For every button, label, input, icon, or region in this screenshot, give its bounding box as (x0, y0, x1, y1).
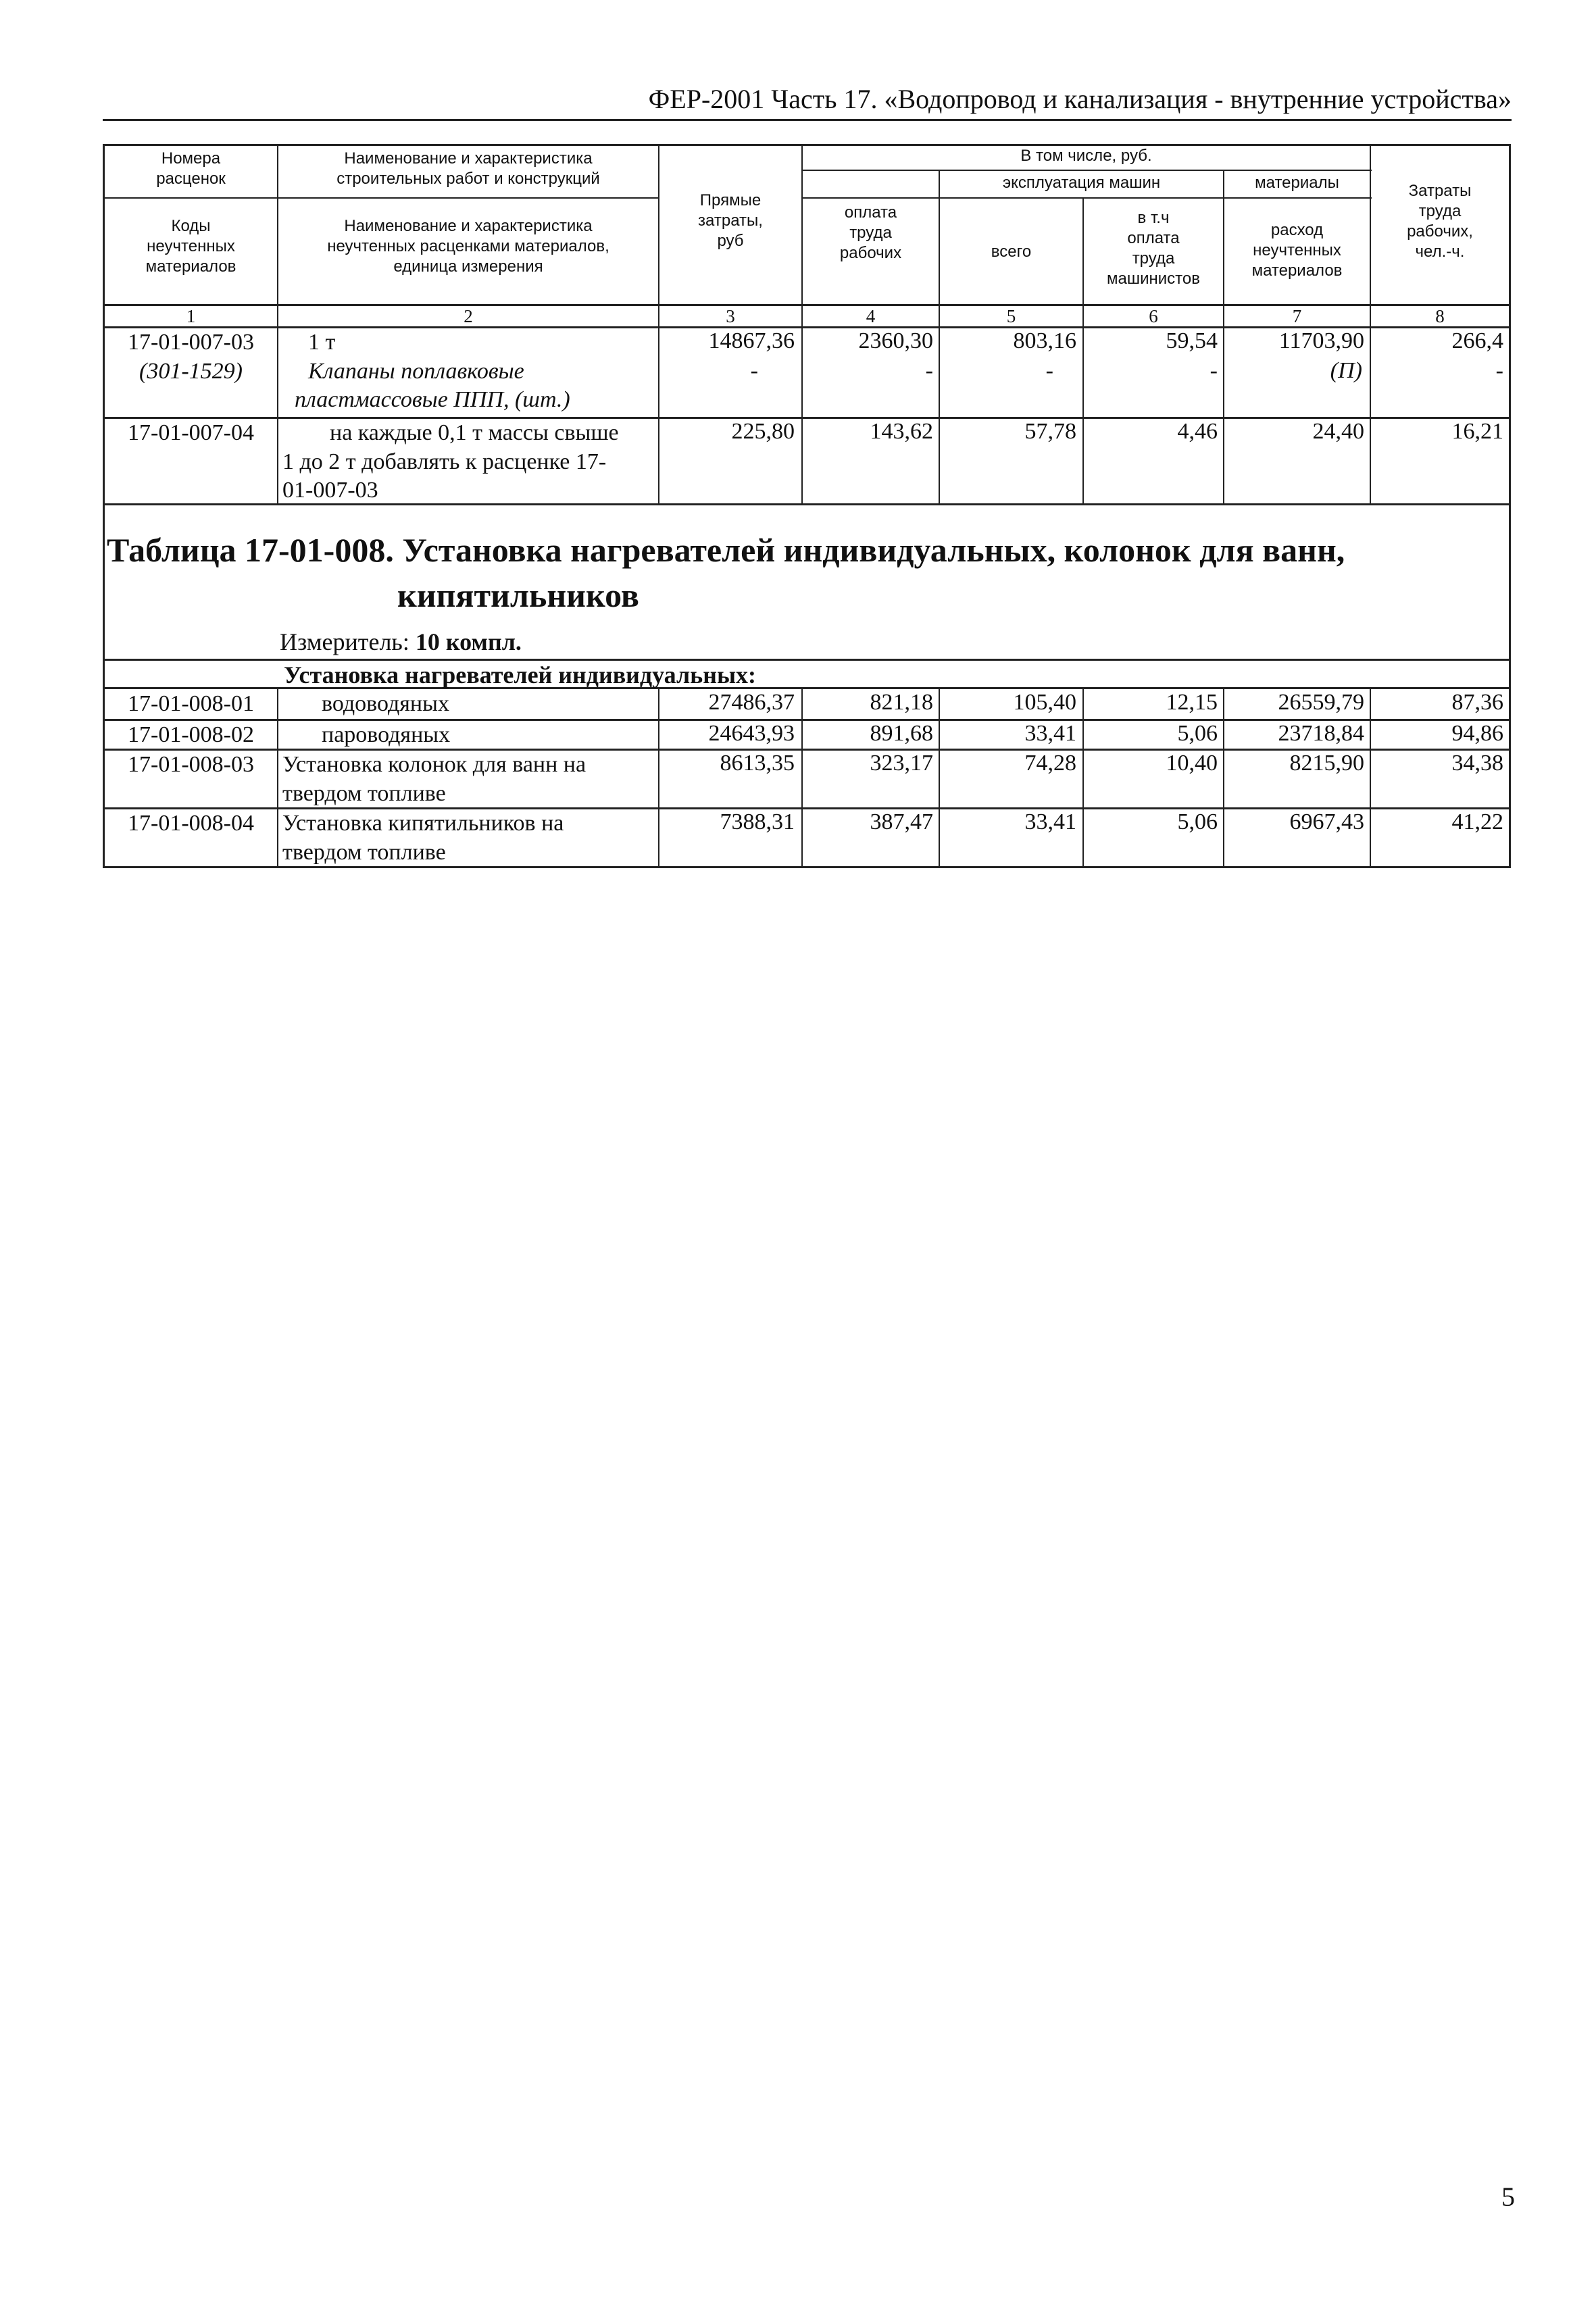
col-number: 6 (1149, 306, 1158, 326)
labor-costs-value: 34,38 (1451, 751, 1503, 776)
machines-value: 803,16 (1013, 328, 1076, 353)
table-row (105, 328, 277, 386)
col-machines: эксплуатация машин (1002, 174, 1161, 192)
materials-value: 6967,43 (1289, 809, 1364, 834)
materials-value: 8215,90 (1289, 751, 1364, 776)
col-name-top: Наименование и характеристика строительных работ и конструкций (336, 149, 600, 188)
col-codes-top: Номера расценок (156, 149, 226, 188)
col-labor-costs: Затраты труда рабочих, чел.-ч. (1407, 182, 1473, 261)
sub-labor-costs: - (1495, 358, 1503, 383)
machines-value: 33,41 (1024, 721, 1076, 746)
col-number: 2 (464, 306, 473, 326)
rate-code: 17-01-008-03 (128, 752, 254, 777)
labor-costs-value: 87,36 (1451, 690, 1503, 715)
machines-value: 57,78 (1024, 419, 1076, 444)
col-machinist: в т.ч оплата труда машинистов (1107, 209, 1200, 288)
work-name: на каждые 0,1 т массы свыше 1 до 2 т добавлять к расценке 17- 01-007-03 (282, 420, 619, 503)
labor-value: 821,18 (870, 690, 933, 715)
col-number: 4 (866, 306, 876, 326)
col-materials-unaccounted: расход неучтенных материалов (1251, 221, 1343, 280)
rate-code: 17-01-008-02 (128, 722, 254, 747)
rate-code: 17-01-008-01 (128, 691, 254, 716)
direct-value: 225,80 (731, 419, 795, 444)
col-including: В том числе, руб. (1020, 147, 1152, 165)
sub-labor: - (925, 358, 933, 383)
labor-costs-value: 266,4 (1451, 328, 1503, 353)
machines-value: 105,40 (1013, 690, 1076, 715)
direct-value: 14867,36 (708, 328, 795, 353)
table-title-continued: кипятильников (397, 576, 639, 614)
sub-materials: (П) (1330, 358, 1362, 383)
group-heading: Установка нагревателей индивидуальных: (284, 661, 757, 688)
machines-value: 33,41 (1024, 809, 1076, 834)
page-header (103, 81, 1512, 121)
materials-value: 24,40 (1312, 419, 1364, 444)
col-number: 3 (726, 306, 735, 326)
material-code: (301-1529) (139, 358, 243, 384)
work-name: Установка колонок для ванн на твердом топливе (282, 752, 587, 806)
direct-value: 7388,31 (720, 809, 795, 834)
col-number: 5 (1006, 306, 1016, 326)
materials-value: 26559,79 (1278, 690, 1364, 715)
unit-line (280, 627, 522, 657)
work-name: водоводяных (322, 691, 449, 716)
direct-value: 24643,93 (708, 721, 795, 746)
unit-label: Измеритель: (280, 628, 416, 655)
unit-value: 10 компл. (415, 628, 522, 655)
header-text: ФЕР-2001 Часть 17. «Водопровод и канализация - внутренние устройства» (648, 84, 1512, 114)
page-number: 5 (1501, 2182, 1515, 2212)
col-number: 7 (1292, 306, 1302, 326)
col-direct: Прямые затраты, руб (698, 191, 763, 250)
col-codes-bottom: Коды неучтенных материалов (145, 217, 236, 276)
materials-value: 23718,84 (1278, 721, 1364, 746)
col-number: 8 (1435, 306, 1445, 326)
labor-value: 2360,30 (858, 328, 933, 353)
machinist-value: 5,06 (1177, 721, 1218, 746)
rate-code: 17-01-007-04 (128, 420, 254, 445)
materials-value: 11703,90 (1278, 328, 1364, 353)
labor-costs-value: 41,22 (1451, 809, 1503, 834)
table-title: Таблица 17-01-008. Установка нагревателей индивидуальных, колонок для ванн, (107, 531, 1345, 569)
machinist-value: 4,46 (1177, 419, 1218, 444)
machines-value: 74,28 (1024, 751, 1076, 776)
col-number: 1 (186, 306, 196, 326)
labor-value: 143,62 (870, 419, 933, 444)
labor-costs-value: 94,86 (1451, 721, 1503, 746)
col-materials: материалы (1255, 174, 1339, 192)
labor-costs-value: 16,21 (1451, 419, 1503, 444)
machinist-value: 59,54 (1166, 328, 1218, 353)
sub-machines: - (1045, 358, 1053, 383)
col-labor: оплата труда рабочих (839, 203, 902, 262)
labor-value: 387,47 (870, 809, 933, 834)
machinist-value: 5,06 (1177, 809, 1218, 834)
direct-value: 8613,35 (720, 751, 795, 776)
col-name-bottom: Наименование и характеристика неучтенных расценками материалов, единица измерения (327, 217, 609, 276)
labor-value: 323,17 (870, 751, 933, 776)
rate-code: 17-01-008-04 (128, 811, 254, 836)
machinist-value: 10,40 (1166, 751, 1218, 776)
labor-value: 891,68 (870, 721, 933, 746)
work-name: Установка кипятильников на твердом топливе (282, 811, 564, 865)
col-machines-total: всего (991, 243, 1032, 261)
rate-code: 17-01-007-03 (128, 330, 254, 355)
machinist-value: 12,15 (1166, 690, 1218, 715)
sub-direct: - (750, 358, 758, 383)
work-name: пароводяных (322, 722, 451, 747)
sub-machinist: - (1210, 358, 1218, 383)
work-name: 1 т Клапаны поплавковые пластмассовые ППП, (шт.) (295, 330, 570, 412)
direct-value: 27486,37 (708, 690, 795, 715)
